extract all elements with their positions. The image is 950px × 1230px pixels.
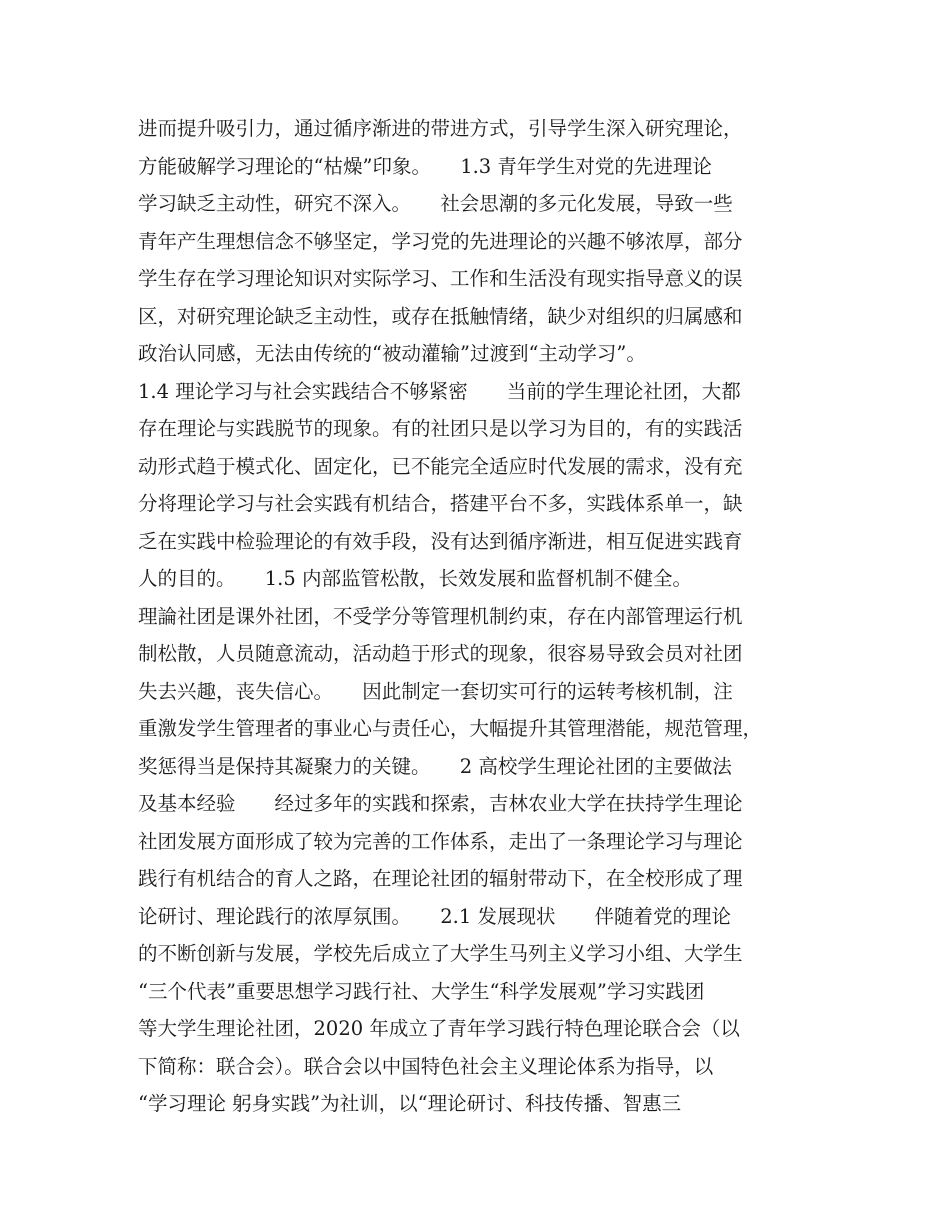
text-line: 学习缺乏主动性，研究不深入。 社会思潮的多元化发展，导致一些 <box>138 192 733 215</box>
text-line: 论研讨、理论践行的浓厚氛围。 2.1 发展现状 伴随着党的理论 <box>138 904 731 928</box>
text-line: 存在理论与实践脱节的现象。有的社团只是以学习为目的，有的实践活 <box>138 417 743 440</box>
text-line: 方能破解学习理论的“枯燥”印象。 1.3 青年学生对党的先进理论 <box>138 154 712 178</box>
text-line: 制松散，人员随意流动，活动趋于形式的现象，很容易导致会员对社团 <box>138 642 743 665</box>
text-line: 动形式趋于模式化、固定化，已不能完全适应时代发展的需求，没有充 <box>138 454 743 478</box>
body-text <box>138 110 828 1123</box>
text-line: 社团发展方面形成了较为完善的工作体系，走出了一条理论学习与理论 <box>138 829 743 853</box>
text-line: “三个代表”重要思想学习践行社、大学生“科学发展观”学习实践团 <box>138 979 705 1003</box>
text-line: 等大学生理论社团，2020 年成立了青年学习践行特色理论联合会（以 <box>138 1017 740 1040</box>
text-line: 践行有机结合的育人之路，在理论社团的辐射带动下，在全校形成了理 <box>138 867 743 890</box>
text-line: 区，对研究理论缺乏主动性，或存在抵触情绪，缺少对组织的归属感和 <box>138 304 743 328</box>
text-line: 学生存在学习理论知识对实际学习、工作和生活没有现实指导意义的误 <box>138 267 743 290</box>
text-line: 乏在实践中检验理论的有效手段，没有达到循序渐进，相互促进实践育 <box>138 529 743 553</box>
text-line: 进而提升吸引力，通过循序渐进的带进方式，引导学生深入研究理论， <box>138 117 743 140</box>
text-line: 重激发学生管理者的事业心与责任心，大幅提升其管理潜能，规范管理， <box>138 717 763 740</box>
text-line: 下简称：联合会）。联合会以中国特色社会主义理论体系为指导，以 <box>138 1054 714 1078</box>
text-line: 分将理论学习与社会实践有机结合，搭建平台不多，实践体系单一，缺 <box>138 492 743 515</box>
text-line: 失去兴趣，丧失信心。 因此制定一套切实可行的运转考核机制，注 <box>138 679 733 703</box>
text-line: 理論社团是课外社团，不受学分等管理机制约束，存在内部管理运行机 <box>138 604 743 628</box>
text-line: 及基本经验 经过多年的实践和探索，吉林农业大学在扶持学生理论 <box>138 792 743 815</box>
text-line: 的不断创新与发展，学校先后成立了大学生马列主义学习小组、大学生 <box>138 942 743 965</box>
text-line: 青年产生理想信念不够坚定，学习党的先进理论的兴趣不够浓厚，部分 <box>138 229 743 253</box>
text-line: 人的目的。 1.5 内部监管松散，长效发展和监督机制不健全。 <box>138 567 692 590</box>
text-line: 政治认同感，无法由传统的“被动灌输”过渡到“主动学习”。 <box>138 342 646 365</box>
text-line: 1.4 理论学习与社会实践结合不够紧密 当前的学生理论社团，大都 <box>138 379 741 403</box>
text-line: “学习理论 躬身实践”为社训，以“理论研讨、科技传播、智惠三 <box>138 1092 682 1115</box>
text-line: 奖惩得当是保持其凝聚力的关键。 2 高校学生理论社团的主要做法 <box>138 754 732 778</box>
